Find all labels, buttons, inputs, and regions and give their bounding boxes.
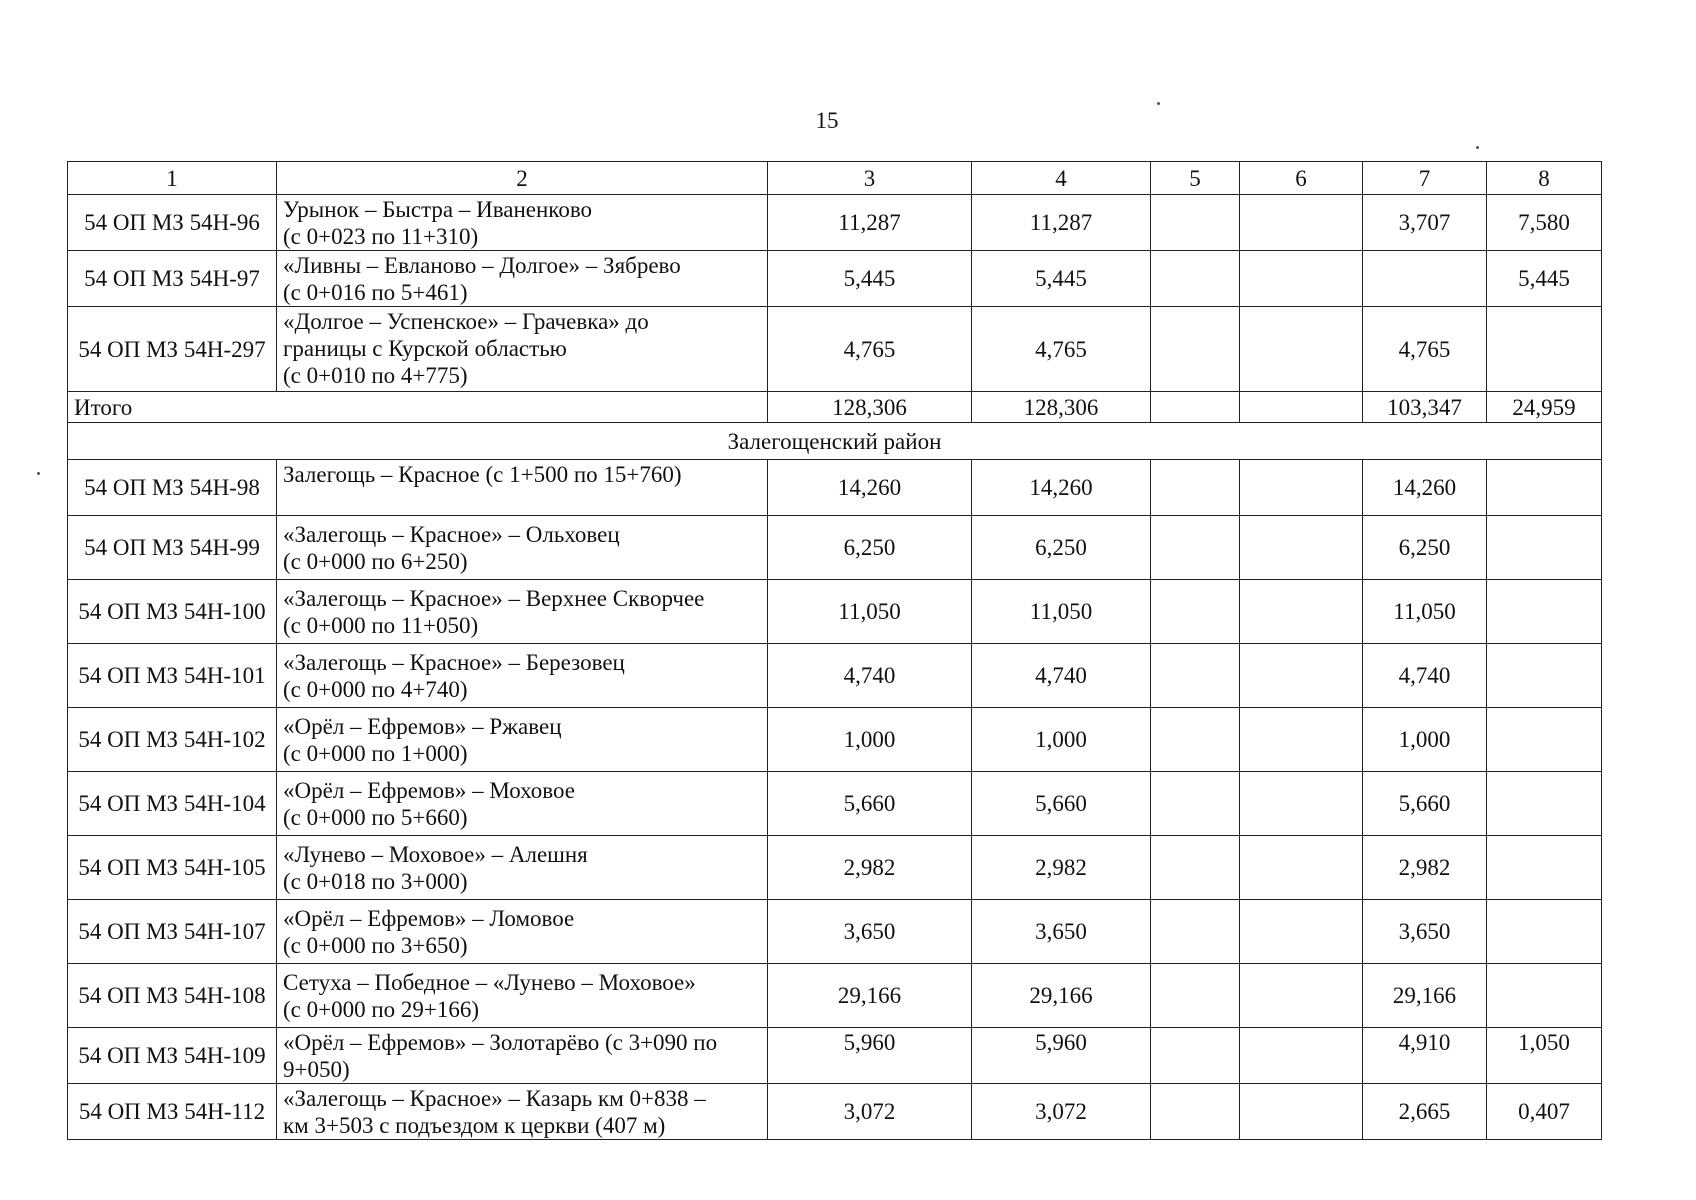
cell-value: 29,166 [1363, 964, 1487, 1028]
total-label: Итого [68, 392, 768, 423]
table-row [68, 580, 1602, 644]
cell-value: 11,050 [768, 580, 972, 644]
cell-value: 1,050 [1487, 1028, 1602, 1084]
road-name-line: «Ливны – Евланово – Долгое» – Зябрево [283, 253, 681, 278]
road-code: 54 ОП МЗ 54Н-99 [68, 516, 277, 580]
cell-value: 3,072 [972, 1084, 1151, 1140]
cell-value [1151, 580, 1240, 644]
road-name [277, 900, 768, 964]
road-code: 54 ОП МЗ 54Н-112 [68, 1084, 277, 1140]
cell-value: 2,665 [1363, 1084, 1487, 1140]
cell-value [1240, 251, 1363, 307]
road-code: 54 ОП МЗ 54Н-104 [68, 772, 277, 836]
cell-value: 5,445 [1487, 251, 1602, 307]
road-code: 54 ОП МЗ 54Н-101 [68, 644, 277, 708]
road-name [277, 964, 768, 1028]
district-row [68, 423, 1602, 460]
cell-value [1487, 580, 1602, 644]
road-name-line: (с 0+000 по 11+050) [283, 613, 479, 638]
total-row [68, 392, 1602, 423]
cell-value [1151, 836, 1240, 900]
column-header: 3 [768, 162, 972, 195]
cell-value: 2,982 [972, 836, 1151, 900]
cell-value: 14,260 [768, 460, 972, 516]
scan-speck [37, 472, 40, 475]
column-header: 6 [1240, 162, 1363, 195]
column-header: 2 [277, 162, 768, 195]
cell-value [1240, 900, 1363, 964]
table-row [68, 1084, 1602, 1140]
table-row [68, 836, 1602, 900]
column-header: 1 [68, 162, 277, 195]
cell-value: 6,250 [972, 516, 1151, 580]
road-name-line: (с 0+018 по 3+000) [283, 869, 468, 894]
road-name-line: «Залегощь – Красное» – Казарь км 0+838 – [283, 1086, 706, 1111]
cell-value [1240, 1028, 1363, 1084]
road-name-line: (с 0+000 по 5+660) [283, 805, 468, 830]
road-name [277, 195, 768, 251]
cell-value [1151, 900, 1240, 964]
cell-value: 6,250 [1363, 516, 1487, 580]
table-row [68, 900, 1602, 964]
cell-value [1151, 708, 1240, 772]
road-name-line: границы с Курской областью [283, 336, 567, 361]
cell-value: 29,166 [768, 964, 972, 1028]
road-name [277, 251, 768, 307]
cell-value: 1,000 [972, 708, 1151, 772]
cell-value [1487, 460, 1602, 516]
road-name-line: (с 0+016 по 5+461) [283, 280, 468, 305]
header-row [68, 162, 1602, 195]
cell-value [1240, 836, 1363, 900]
road-name-line: Сетуха – Победное – «Лунево – Моховое» [283, 970, 696, 995]
cell-value: 2,982 [1363, 836, 1487, 900]
road-code: 54 ОП МЗ 54Н-102 [68, 708, 277, 772]
road-code: 54 ОП МЗ 54Н-109 [68, 1028, 277, 1084]
cell-value: 7,580 [1487, 195, 1602, 251]
cell-value [1240, 460, 1363, 516]
column-header: 5 [1151, 162, 1240, 195]
roads-table [67, 161, 1602, 1140]
cell-value [1487, 964, 1602, 1028]
cell-value: 3,650 [972, 900, 1151, 964]
road-name-line: «Лунево – Моховое» – Алешня [283, 842, 588, 867]
road-name [277, 836, 768, 900]
cell-value [1487, 307, 1602, 392]
road-code: 54 ОП МЗ 54Н-107 [68, 900, 277, 964]
cell-value: 5,960 [972, 1028, 1151, 1084]
road-name [277, 1028, 768, 1084]
road-code: 54 ОП МЗ 54Н-297 [68, 307, 277, 392]
cell-value [1151, 516, 1240, 580]
table-row [68, 964, 1602, 1028]
cell-value: 3,650 [768, 900, 972, 964]
cell-value: 29,166 [972, 964, 1151, 1028]
cell-value: 5,660 [972, 772, 1151, 836]
road-code: 54 ОП МЗ 54Н-100 [68, 580, 277, 644]
road-name [277, 516, 768, 580]
cell-value: 1,000 [768, 708, 972, 772]
road-code: 54 ОП МЗ 54Н-96 [68, 195, 277, 251]
cell-value: 2,982 [768, 836, 972, 900]
cell-value: 5,660 [768, 772, 972, 836]
cell-value: 11,050 [1363, 580, 1487, 644]
cell-value [1487, 772, 1602, 836]
cell-value [1151, 964, 1240, 1028]
cell-value [1240, 580, 1363, 644]
road-name [277, 772, 768, 836]
road-name-line: (с 0+000 по 1+000) [283, 741, 468, 766]
cell-value: 4,765 [1363, 307, 1487, 392]
column-header: 8 [1487, 162, 1602, 195]
cell-value: 4,910 [1363, 1028, 1487, 1084]
district-title: Залегощенский район [68, 423, 1602, 460]
cell-value [1487, 708, 1602, 772]
road-name-line: (с 0+010 по 4+775) [283, 363, 468, 388]
cell-value: 5,960 [768, 1028, 972, 1084]
road-name [277, 307, 768, 392]
cell-value [1151, 1084, 1240, 1140]
road-name-line: «Залегощь – Красное» – Верхнее Скворчее [283, 586, 705, 611]
road-name-line: «Залегощь – Красное» – Березовец [283, 650, 625, 675]
scan-speck [1157, 102, 1160, 105]
cell-value [1151, 772, 1240, 836]
road-name-line: (с 0+000 по 4+740) [283, 677, 468, 702]
cell-value [1151, 251, 1240, 307]
table-row [68, 772, 1602, 836]
cell-value: 4,765 [768, 307, 972, 392]
cell-value [1240, 644, 1363, 708]
road-code: 54 ОП МЗ 54Н-98 [68, 460, 277, 516]
cell-value [1151, 460, 1240, 516]
table-row [68, 708, 1602, 772]
road-name-line: (с 0+000 по 29+166) [283, 997, 480, 1022]
road-name-line: «Залегощь – Красное» – Ольховец [283, 522, 620, 547]
page-number: 15 [815, 108, 839, 133]
cell-value [1151, 1028, 1240, 1084]
cell-value [1240, 964, 1363, 1028]
road-name-line: «Орёл – Ефремов» – Ржавец [283, 714, 562, 739]
cell-value: 1,000 [1363, 708, 1487, 772]
cell-value: 3,072 [768, 1084, 972, 1140]
cell-value: 11,050 [972, 580, 1151, 644]
cell-value [1151, 644, 1240, 708]
cell-value: 4,740 [972, 644, 1151, 708]
cell-value [1151, 195, 1240, 251]
cell-value: 5,445 [768, 251, 972, 307]
cell-value: 11,287 [972, 195, 1151, 251]
road-code: 54 ОП МЗ 54Н-108 [68, 964, 277, 1028]
road-name-line: «Долгое – Успенское» – Грачевка» до [283, 309, 649, 334]
total-value [1240, 392, 1363, 423]
table-row [68, 251, 1602, 307]
road-name-line: км 3+503 с подъездом к церкви (407 м) [283, 1113, 666, 1138]
cell-value [1240, 1084, 1363, 1140]
cell-value [1363, 251, 1487, 307]
cell-value [1240, 708, 1363, 772]
road-name-line: 9+050) [283, 1057, 350, 1082]
cell-value: 5,660 [1363, 772, 1487, 836]
cell-value [1151, 307, 1240, 392]
total-value: 128,306 [768, 392, 972, 423]
cell-value [1487, 644, 1602, 708]
total-value: 24,959 [1487, 392, 1602, 423]
cell-value [1240, 307, 1363, 392]
cell-value [1487, 900, 1602, 964]
cell-value [1240, 195, 1363, 251]
scan-speck [1476, 146, 1479, 149]
road-name-line: «Орёл – Ефремов» – Золотарёво (с 3+090 по [283, 1030, 718, 1055]
cell-value: 6,250 [768, 516, 972, 580]
road-name [277, 580, 768, 644]
cell-value: 5,445 [972, 251, 1151, 307]
table-row [68, 1028, 1602, 1084]
cell-value [1240, 772, 1363, 836]
road-name [277, 644, 768, 708]
road-name [277, 708, 768, 772]
table-row [68, 460, 1602, 516]
total-value: 128,306 [972, 392, 1151, 423]
cell-value: 14,260 [1363, 460, 1487, 516]
cell-value [1487, 516, 1602, 580]
cell-value: 11,287 [768, 195, 972, 251]
cell-value: 14,260 [972, 460, 1151, 516]
table-row [68, 307, 1602, 392]
column-header: 4 [972, 162, 1151, 195]
cell-value: 4,740 [768, 644, 972, 708]
road-name-line: (с 0+023 по 11+310) [283, 224, 479, 249]
cell-value: 4,740 [1363, 644, 1487, 708]
table-row [68, 195, 1602, 251]
road-code: 54 ОП МЗ 54Н-105 [68, 836, 277, 900]
table-row [68, 516, 1602, 580]
road-name [277, 1084, 768, 1140]
total-value [1151, 392, 1240, 423]
road-name-line: «Орёл – Ефремов» – Ломовое [283, 906, 575, 931]
cell-value: 3,650 [1363, 900, 1487, 964]
road-name-line: «Орёл – Ефремов» – Моховое [283, 778, 575, 803]
cell-value [1487, 836, 1602, 900]
cell-value: 4,765 [972, 307, 1151, 392]
road-code: 54 ОП МЗ 54Н-97 [68, 251, 277, 307]
cell-value [1240, 516, 1363, 580]
cell-value: 3,707 [1363, 195, 1487, 251]
road-name-line: (с 0+000 по 6+250) [283, 549, 468, 574]
table-row [68, 644, 1602, 708]
road-name-line: Залегощь – Красное (с 1+500 по 15+760) [283, 462, 682, 487]
cell-value: 0,407 [1487, 1084, 1602, 1140]
road-name-line: (с 0+000 по 3+650) [283, 933, 468, 958]
road-name-line: Урынок – Быстра – Иваненково [283, 197, 593, 222]
total-value: 103,347 [1363, 392, 1487, 423]
road-name [277, 460, 768, 516]
column-header: 7 [1363, 162, 1487, 195]
